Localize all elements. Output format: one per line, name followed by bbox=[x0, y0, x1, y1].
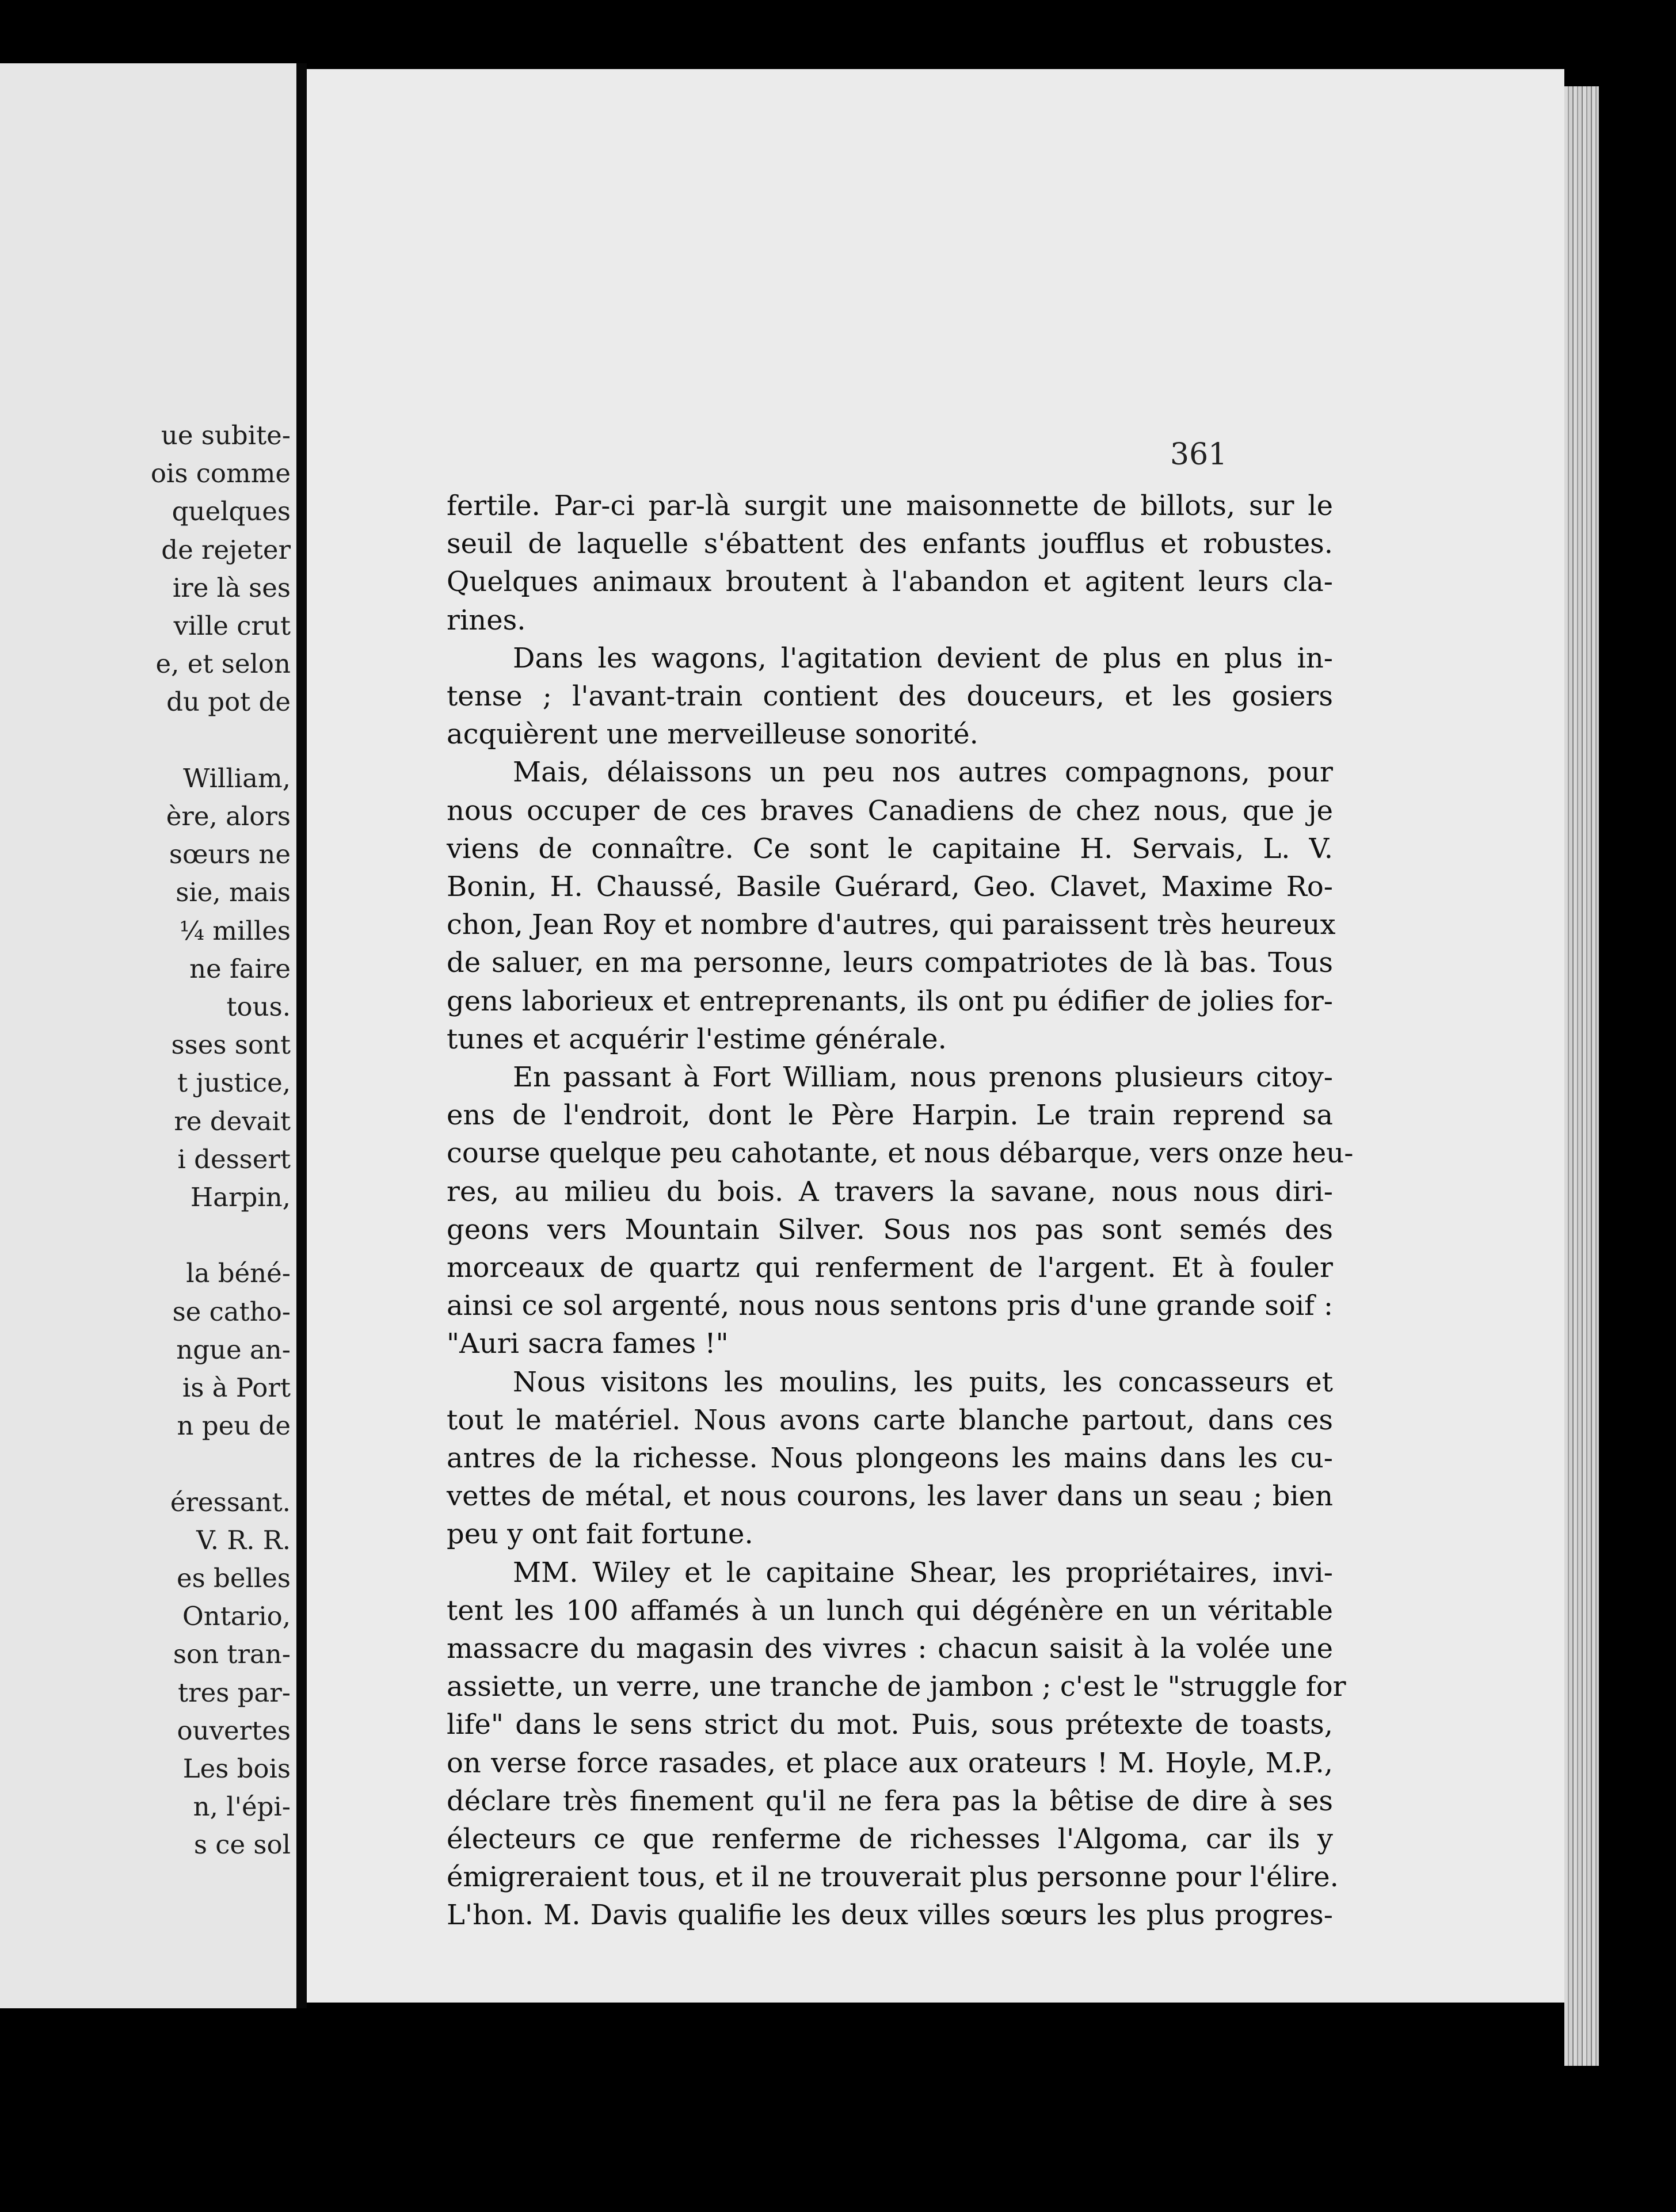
left-page-line: re devait bbox=[174, 1105, 291, 1136]
body-line: assiette, un verre, une tranche de jambon ; c'est le "struggle for bbox=[447, 1671, 1346, 1703]
body-line: rines. bbox=[447, 604, 526, 636]
page-edge-stack bbox=[1564, 86, 1599, 2066]
left-page-line: sie, mais bbox=[176, 877, 291, 908]
body-line: de saluer, en ma personne, leurs compatriotes de là bas. Tous bbox=[447, 947, 1333, 979]
left-page-line: Les bois bbox=[182, 1753, 291, 1784]
left-page-line: sœurs ne bbox=[169, 839, 291, 870]
left-page-line: son tran- bbox=[173, 1639, 291, 1670]
body-line: MM. Wiley et le capitaine Shear, les propriétaires, invi- bbox=[513, 1556, 1333, 1589]
left-page-line: du pot de bbox=[166, 687, 291, 718]
left-page-line: ois comme bbox=[150, 458, 291, 489]
body-line: morceaux de quartz qui renferment de l'argent. Et à fouler bbox=[447, 1252, 1333, 1284]
body-line: tunes et acquérir l'estime générale. bbox=[447, 1023, 947, 1055]
left-page-line: ire là ses bbox=[172, 572, 291, 603]
left-page-line: sses sont bbox=[171, 1029, 291, 1061]
left-page-line: t justice, bbox=[177, 1067, 291, 1099]
body-line: déclare très finement qu'il ne fera pas la bêtise de dire à ses bbox=[447, 1784, 1333, 1817]
left-page-line: V. R. R. bbox=[196, 1524, 291, 1555]
body-line: "Auri sacra fames !" bbox=[447, 1328, 729, 1360]
body-line: seuil de laquelle s'ébattent des enfants joufflus et robustes. bbox=[447, 528, 1333, 560]
left-page-line: de rejeter bbox=[161, 534, 291, 565]
body-line: vettes de métal, et nous courons, les laver dans un seau ; bien bbox=[447, 1480, 1333, 1513]
body-line: L'hon. M. Davis qualifie les deux villes sœurs les plus progres- bbox=[447, 1899, 1333, 1932]
body-line: res, au milieu du bois. A travers la savane, nous nous diri- bbox=[447, 1175, 1333, 1208]
left-page-line: ngue an- bbox=[176, 1334, 291, 1365]
body-line: ens de l'endroit, dont le Père Harpin. Le train reprend sa bbox=[447, 1099, 1333, 1132]
body-line: geons vers Mountain Silver. Sous nos pas sont semés des bbox=[447, 1213, 1333, 1246]
book-gutter bbox=[296, 63, 307, 2008]
left-page bbox=[0, 63, 296, 2008]
body-line: course quelque peu cahotante, et nous débarque, vers onze heu- bbox=[447, 1137, 1354, 1170]
left-page-line: Ontario, bbox=[182, 1601, 291, 1632]
body-line: nous occuper de ces braves Canadiens de chez nous, que je bbox=[447, 794, 1333, 827]
left-page-line: William, bbox=[183, 762, 291, 794]
left-page-line: tres par- bbox=[178, 1677, 291, 1708]
body-line: tout le matériel. Nous avons carte blanche partout, dans ces bbox=[447, 1404, 1333, 1436]
left-page-line: quelques bbox=[172, 496, 291, 527]
left-page-line: i dessert bbox=[177, 1143, 291, 1174]
body-line: tent les 100 affamés à un lunch qui dégénère en un véritable bbox=[447, 1594, 1333, 1627]
body-line: antres de la richesse. Nous plongeons les mains dans les cu- bbox=[447, 1442, 1333, 1474]
left-page-line: s ce sol bbox=[193, 1829, 291, 1860]
left-page-line: e, et selon bbox=[155, 649, 291, 680]
left-page-line: ère, alors bbox=[166, 801, 291, 832]
left-page-line: is à Port bbox=[182, 1372, 291, 1403]
left-page-line: Harpin, bbox=[190, 1182, 291, 1212]
left-page-line: ouvertes bbox=[177, 1715, 291, 1746]
page-number: 361 bbox=[1170, 437, 1228, 472]
body-line: fertile. Par-ci par-là surgit une maisonnette de billots, sur le bbox=[447, 490, 1333, 522]
body-line: Dans les wagons, l'agitation devient de plus en plus in- bbox=[513, 642, 1333, 674]
left-page-line: se catho- bbox=[172, 1296, 291, 1327]
body-line: massacre du magasin des vivres : chacun saisit à la volée une bbox=[447, 1633, 1333, 1665]
body-line: peu y ont fait fortune. bbox=[447, 1518, 753, 1551]
left-page-line: ne faire bbox=[189, 953, 291, 984]
left-page-line: éressant. bbox=[170, 1486, 291, 1517]
left-page-line: tous. bbox=[226, 991, 291, 1022]
body-line: En passant à Fort William, nous prenons plusieurs citoy- bbox=[513, 1061, 1333, 1093]
left-page-line: ville crut bbox=[173, 611, 291, 641]
body-line: émigreraient tous, et il ne trouverait plus personne pour l'élire. bbox=[447, 1861, 1339, 1894]
left-page-line: n peu de bbox=[177, 1410, 291, 1441]
body-line: Mais, délaissons un peu nos autres compagnons, pour bbox=[513, 756, 1333, 789]
body-line: viens de connaître. Ce sont le capitaine H. Servais, L. V. bbox=[447, 832, 1333, 865]
left-page-line: ¼ milles bbox=[179, 915, 291, 946]
right-page bbox=[307, 69, 1564, 2003]
body-line: gens laborieux et entreprenants, ils ont pu édifier de jolies for- bbox=[447, 985, 1333, 1017]
left-page-line: n, l'épi- bbox=[193, 1791, 291, 1822]
left-page-line: es belles bbox=[177, 1563, 291, 1593]
body-line: ainsi ce sol argenté, nous nous sentons pris d'une grande soif : bbox=[447, 1290, 1333, 1322]
body-line: chon, Jean Roy et nombre d'autres, qui paraissent très heureux bbox=[447, 909, 1336, 941]
left-page-line: ue subite- bbox=[161, 420, 291, 451]
body-line: acquièrent une merveilleuse sonorité. bbox=[447, 718, 978, 751]
body-line: Nous visitons les moulins, les puits, les concasseurs et bbox=[513, 1366, 1333, 1398]
left-page-line: la béné- bbox=[186, 1258, 291, 1289]
body-line: tense ; l'avant-train contient des douceurs, et les gosiers bbox=[447, 680, 1333, 712]
body-line: on verse force rasades, et place aux orateurs ! M. Hoyle, M.P., bbox=[447, 1746, 1333, 1779]
body-line: Quelques animaux broutent à l'abandon et agitent leurs cla- bbox=[447, 566, 1333, 598]
body-line: électeurs ce que renferme de richesses l'Algoma, car ils y bbox=[447, 1823, 1333, 1855]
body-line: Bonin, H. Chaussé, Basile Guérard, Geo. Clavet, Maxime Ro- bbox=[447, 871, 1333, 903]
body-line: life" dans le sens strict du mot. Puis, sous prétexte de toasts, bbox=[447, 1708, 1333, 1741]
